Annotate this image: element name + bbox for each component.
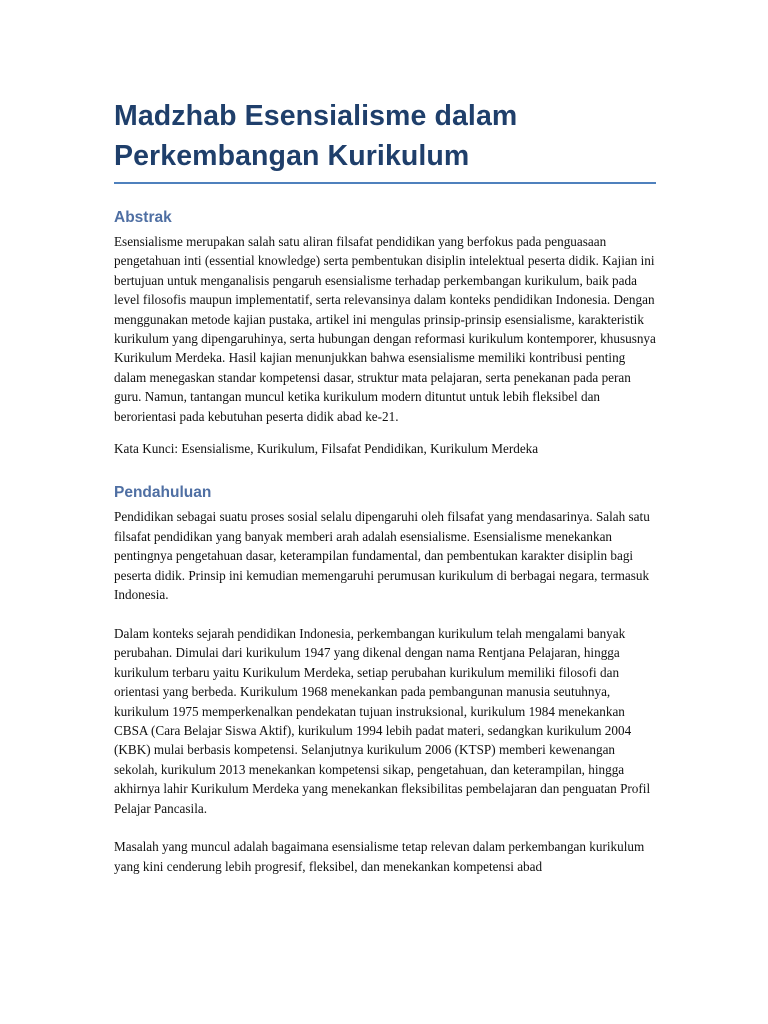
keywords-paragraph: Kata Kunci: Esensialisme, Kurikulum, Filsafat Pendidikan, Kurikulum Merdeka	[114, 441, 539, 457]
intro-paragraph-2: Dalam konteks sejarah pendidikan Indonesia, perkembangan kurikulum telah mengalami banyak perubahan. Dimulai dari kurikulum 1947 yang dikenal dengan nama Rentjana Pelajaran, hingga kurikulum terbaru yaitu Kurikulum Merdeka, setiap perubahan kurikulum memiliki filosofi dan orientasi yang berbeda. Kurikulum 1968 menekankan pada pembangunan manusia seutuhnya, kurikulum 1975 memperkenalkan pendekatan tujuan instruksional, kurikulum 1984 menekankan CBSA (Cara Belajar Siswa Aktif), kurikulum 1994 lebih padat materi, sedangkan kurikulum 2004 (KBK) mulai berbasis kompetensi. Selanjutnya kurikulum 2006 (KTSP) memberi kewenangan sekolah, kurikulum 2013 menekankan kompetensi sikap, pengetahuan, dan keterampilan, hingga akhirnya lahir Kurikulum Merdeka yang menekankan fleksibilitas pembelajaran dan penguatan Profil Pelajar Pancasila.	[114, 625, 651, 816]
intro-paragraph-3: Masalah yang muncul adalah bagaimana esensialisme tetap relevan dalam perkembangan kurikulum yang kini cenderung lebih progresif, fleksibel, dan menekankan kompetensi abad	[114, 839, 645, 874]
introduction-heading: Pendahuluan	[114, 484, 212, 502]
title-line-2: Perkembangan Kurikulum	[114, 140, 470, 172]
abstract-heading: Abstrak	[114, 209, 172, 226]
document-page	[114, 96, 656, 876]
document-title	[114, 96, 656, 184]
abstract-paragraph: Esensialisme merupakan salah satu aliran filsafat pendidikan yang berfokus pada penguasaan pengetahuan inti (essential knowledge) serta pembentukan disiplin intelektual peserta didik. Kajian ini bertujuan untuk menganalisis pengaruh esensialisme terhadap perkembangan kurikulum, baik pada level filosofis maupun implementatif, serta relevansinya dalam konteks pendidikan Indonesia. Dengan menggunakan metode kajian pustaka, artikel ini mengulas prinsip-prinsip esensialisme, karakteristik kurikulum yang dipengaruhinya, serta hubungan dengan reformasi kurikulum kontemporer, khususnya Kurikulum Merdeka. Hasil kajian menunjukkan bahwa esensialisme memiliki kontribusi penting dalam menegaskan standar kompetensi dasar, struktur mata pelajaran, serta penekanan pada peran guru. Namun, tantangan muncul ketika kurikulum modern dituntut untuk lebih fleksibel dan berorientasi pada kebutuhan peserta didik abad ke-21.	[114, 234, 656, 424]
title-line-1: Madzhab Esensialisme dalam	[114, 100, 518, 132]
intro-paragraph-1: Pendidikan sebagai suatu proses sosial selalu dipengaruhi oleh filsafat yang mendasarinya. Salah satu filsafat pendidikan yang banyak memberi arah adalah esensialisme. Esensialisme menekankan pentingnya pengetahuan dasar, keterampilan fundamental, dan pembentukan karakter disiplin bagi peserta didik. Prinsip ini kemudian memengaruhi perumusan kurikulum di berbagai negara, termasuk Indonesia.	[114, 509, 650, 603]
